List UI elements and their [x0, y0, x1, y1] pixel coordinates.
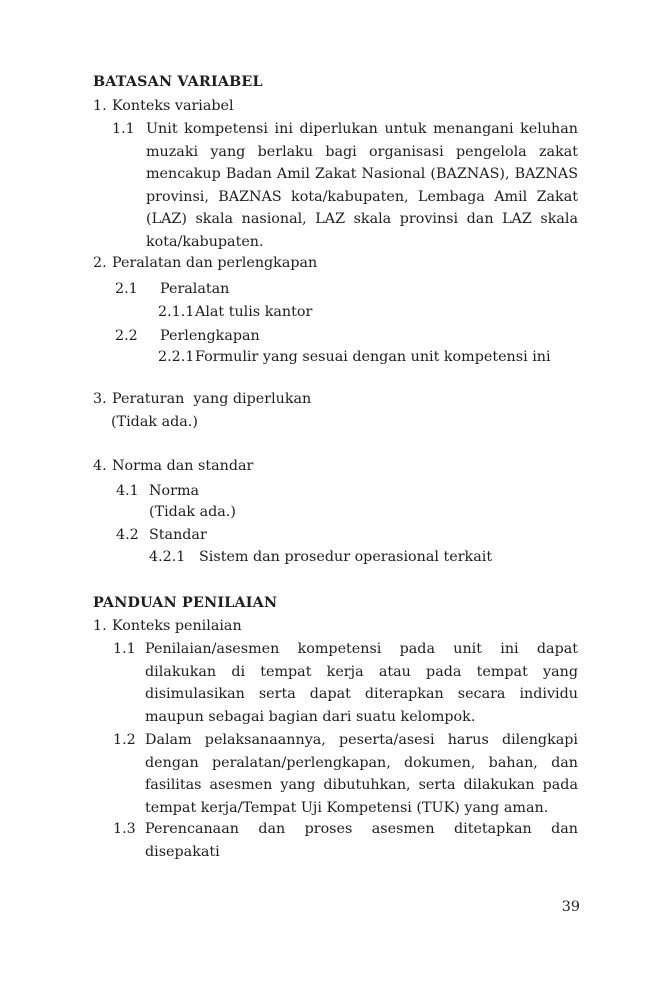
list-item-label: Sistem dan prosedur operasional terkait — [199, 549, 493, 565]
list-item-konteks-penilaian — [93, 615, 578, 638]
list-item-number: 2. — [93, 255, 107, 271]
paragraph-item-penilaian-1-3 — [93, 818, 578, 863]
list-item-label: Norma dan standar — [112, 458, 254, 474]
list-item-label: Konteks variabel — [112, 98, 234, 114]
document-content — [93, 0, 578, 1000]
list-item-norma-standar — [93, 455, 578, 478]
list-item-number: 2.2.1 — [158, 349, 195, 365]
section-title-panduan-penilaian: PANDUAN PENILAIAN — [93, 595, 278, 611]
list-item-label: (Tidak ada.) — [111, 414, 198, 430]
paragraph-text: Dalam pelaksanaannya, peserta/asesi harus dilengkapi dengan peralatan/perlengkapan, dokumen, bahan, dan fasilitas asesmen yang dibutuhkan, serta dilakukan pada tempat kerja/Tempat Uji Kompetensi (TUK) yang aman. — [145, 732, 578, 816]
list-item-2-2-1 — [93, 346, 578, 369]
section-title-batasan-variabel: BATASAN VARIABEL — [93, 74, 263, 90]
paragraph-text: Penilaian/asesmen kompetensi pada unit ini dapat dilakukan di tempat kerja atau pada tempat yang disimulasikan serta dapat diterapkan secara individu maupun sebagai bagian dari suatu kelompok. — [145, 641, 578, 725]
list-item-number: 1.2 — [113, 732, 136, 748]
paragraph-text: Unit kompetensi ini diperlukan untuk menangani keluhan muzaki yang berlaku bagi organisasi pengelola zakat mencakup Badan Amil Zakat Nasional (BAZNAS), BAZNAS provinsi, BAZNAS kota/kabupaten, Lembaga Amil Zakat (LAZ) skala nasional, LAZ skala provinsi dan LAZ skala kota/kabupaten. — [146, 121, 578, 250]
list-item-2-1 — [93, 278, 578, 301]
list-item-4-1-none — [93, 501, 578, 524]
list-item-label: Perlengkapan — [160, 328, 260, 344]
paragraph-text: Perencanaan dan proses asesmen ditetapkan dan disepakati — [145, 821, 578, 860]
list-item-number: 3. — [93, 391, 107, 407]
list-item-peraturan-none — [93, 411, 578, 434]
list-item-2-1-1 — [93, 301, 578, 324]
list-item-2-2 — [93, 325, 578, 348]
paragraph-item-1-1 — [93, 118, 578, 253]
list-item-number: 4.2 — [116, 527, 139, 543]
list-item-4-2 — [93, 524, 578, 547]
list-item-label: (Tidak ada.) — [149, 504, 236, 520]
list-item-4-2-1 — [93, 546, 578, 569]
list-item-number: 4.2.1 — [149, 549, 186, 565]
list-item-number: 1. — [93, 98, 107, 114]
list-item-label: Konteks penilaian — [112, 618, 242, 634]
list-item-konteks-variabel — [93, 95, 578, 118]
list-item-number: 2.1.1 — [158, 304, 195, 320]
list-item-4-1 — [93, 480, 578, 503]
list-item-number: 4. — [93, 458, 107, 474]
list-item-number: 1.1 — [112, 121, 135, 137]
list-item-peraturan — [93, 388, 578, 411]
list-item-label: Alat tulis kantor — [195, 304, 313, 320]
list-item-label: Peraturan yang diperlukan — [112, 391, 312, 407]
list-item-label: Peralatan — [160, 281, 230, 297]
paragraph-item-penilaian-1-1 — [93, 638, 578, 728]
list-item-peralatan-perlengkapan — [93, 252, 578, 275]
list-item-number: 1.1 — [113, 641, 136, 657]
list-item-number: 1. — [93, 618, 107, 634]
paragraph-item-penilaian-1-2 — [93, 729, 578, 819]
page-number: 39 — [561, 899, 580, 915]
list-item-number: 4.1 — [116, 483, 139, 499]
list-item-number: 2.2 — [115, 328, 138, 344]
list-item-label: Norma — [149, 483, 200, 499]
list-item-label: Formulir yang sesuai dengan unit kompetensi ini — [195, 349, 551, 365]
list-item-number: 1.3 — [113, 821, 136, 837]
list-item-label: Peralatan dan perlengkapan — [112, 255, 318, 271]
list-item-label: Standar — [149, 527, 207, 543]
list-item-number: 2.1 — [115, 281, 138, 297]
